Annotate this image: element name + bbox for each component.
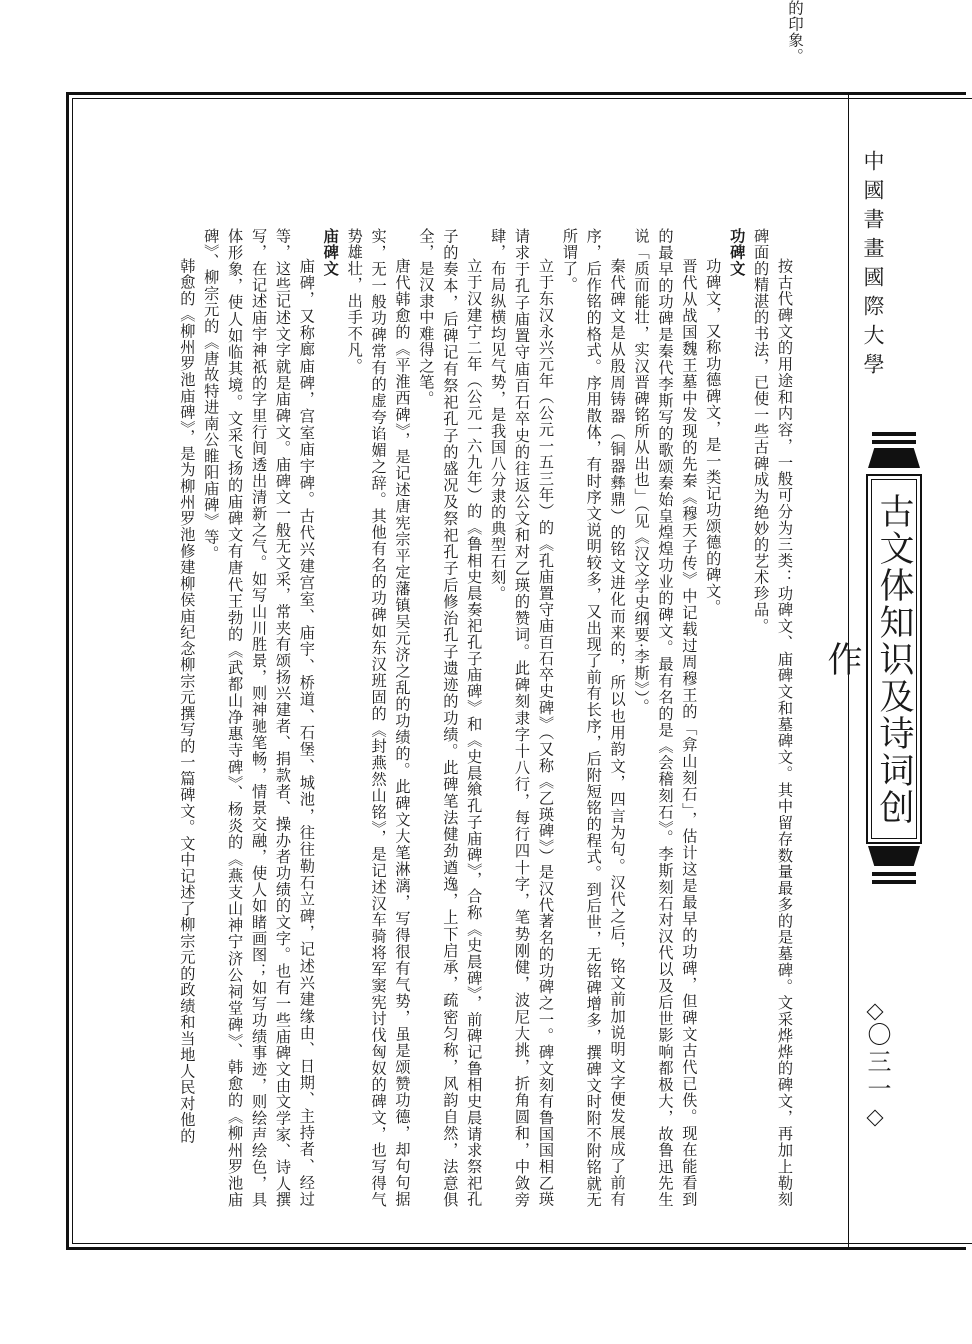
paragraph: 晋代从战国魏王墓中发现的先秦《穆天子传》中记载过周穆王的「弇山刻石」，估计这是最早的功碑，但碑文古代已佚。现在能看到的最早的功碑是秦代李斯写的歌颂秦始皇煌煌功业的碑文。最有名的是《会稽刻石》。李斯刻石对汉代以及后世影响都极大，故鲁迅先生说「质而能壮，实汉晋碑铭所从出也」（见《汉文学史纲要·李斯》）。 [632, 228, 699, 1208]
section-heading: 功碑文 [728, 228, 747, 277]
body-text [128, 228, 796, 1208]
section-heading: 庙碑文 [321, 228, 340, 277]
overflow-text-line: 的印象。 [786, 0, 804, 64]
paragraph: 韩愈的《柳州罗池庙碑》，是为柳州罗池修建柳侯庙纪念柳宗元撰写的一篇碑文。文中记述了柳宗元的政绩和当地人民对他的 [178, 258, 197, 1145]
paragraph: 功碑文，又称功德碑文，是一类记功颂德的碑文。 [704, 258, 723, 616]
chapter-cap-bottom [868, 846, 920, 866]
paragraph: 立于汉建宁二年（公元一六九年）的《鲁相史晨奏祀孔子庙碑》和《史晨飨孔子庙碑》，合称《史晨碑》，前碑记鲁相史晨请求祭祀孔子的奏本，后碑记有祭祀孔子的盛况及祭祀孔子后修治孔子遗迹的功绩。此碑笔法健劲遒逸，上下启承，疏密匀称，风韵自然，法意俱全，是汉隶中难得之笔。 [417, 228, 484, 1208]
paragraph: 唐代韩愈的《平淮西碑》，是记述唐宪宗平定藩镇吴元济之乱的功绩的。此碑文大笔淋漓，写得很有气势，虽是颂赞功德，却句句据实，无一般功碑常有的虚夸谄媚之辞。其他有名的功碑如东汉班固的《封燕然山铭》，是记述汉车骑将军窦宪讨伐匈奴的碑文，也写得气势雄壮，出手不凡。 [345, 228, 412, 1208]
paragraph: 立于东汉永兴元年（公元一五三年）的《孔庙置守庙百石卒史碑》（又称《乙瑛碑》）是汉代著名的功碑之一。碑文刻有鲁国国相乙瑛请求于孔子庙置守庙百石卒史的往返公文和对乙瑛的赞词。此碑刻隶字十八行，每行四十字，笔势刚健，波尼大挑，折角圆和，中敛旁肆，布局纵横均见气势，是我国八分隶的典型石刻。 [489, 228, 555, 1208]
paragraph: 秦代碑文是从殷周铸器（铜器彝鼎）的铭文进化而来的，所以也用韵文，四言为句。汉代之后，铭文前加说明文字便发展成了前有序，后作铭的格式。序用散体，有时序文说明较多，又出现了前有长序，后附短铭的程式。到后世，无铭碑增多，撰碑文时附不附铭就无所谓了。 [560, 228, 627, 1208]
chapter-title: 古文体知识及诗词创作 [822, 492, 914, 826]
chapter-bar-top-2 [872, 440, 916, 444]
chapter-cap-top [868, 448, 920, 468]
page-number: 〇三一 [863, 1022, 891, 1103]
chapter-bar-bottom-2 [872, 880, 916, 884]
chapter-title-box [822, 474, 922, 844]
chapter-bar-top [872, 432, 916, 436]
chapter-bar-bottom [872, 872, 916, 876]
paragraph: 按古代碑文的用途和内容，一般可分为三类：功碑文、庙碑文和墓碑文。其中留存数量最多的是墓碑。文采烨烨的碑文，再加上勒刻碑面的精湛的书法，已使一些古碑成为绝妙的艺术珍品。 [752, 228, 794, 1208]
paragraph: 庙碑，又称廊庙碑，宫室庙宇碑。古代兴建宫室、庙宇、桥道、石堡、城池，往往勒石立碑，记述兴建缘由、日期、主持者、经过等，这些记述文字就是庙碑文。庙碑文一般无文采，常夹有颂扬兴建者、捐款者、操办者功绩的文字。也有一些庙碑文由文学家、诗人撰写，在记述庙宇神祇的字里行间透出清新之气。如写山川胜景，则神驰笔畅，情景交融，使人如睹画图；如写功绩事迹，则绘声绘色，具体形象，使人如临其境。文采飞扬的庙碑文有唐代王勃的《武都山净惠寺碑》、杨炎的《燕支山神宁济公祠堂碑》、韩愈的《柳州罗池庙碑》、柳宗元的《唐故特进南公睢阳庙碑》等。 [202, 228, 316, 1208]
series-title: 中國書畫國際大學 [861, 150, 885, 382]
